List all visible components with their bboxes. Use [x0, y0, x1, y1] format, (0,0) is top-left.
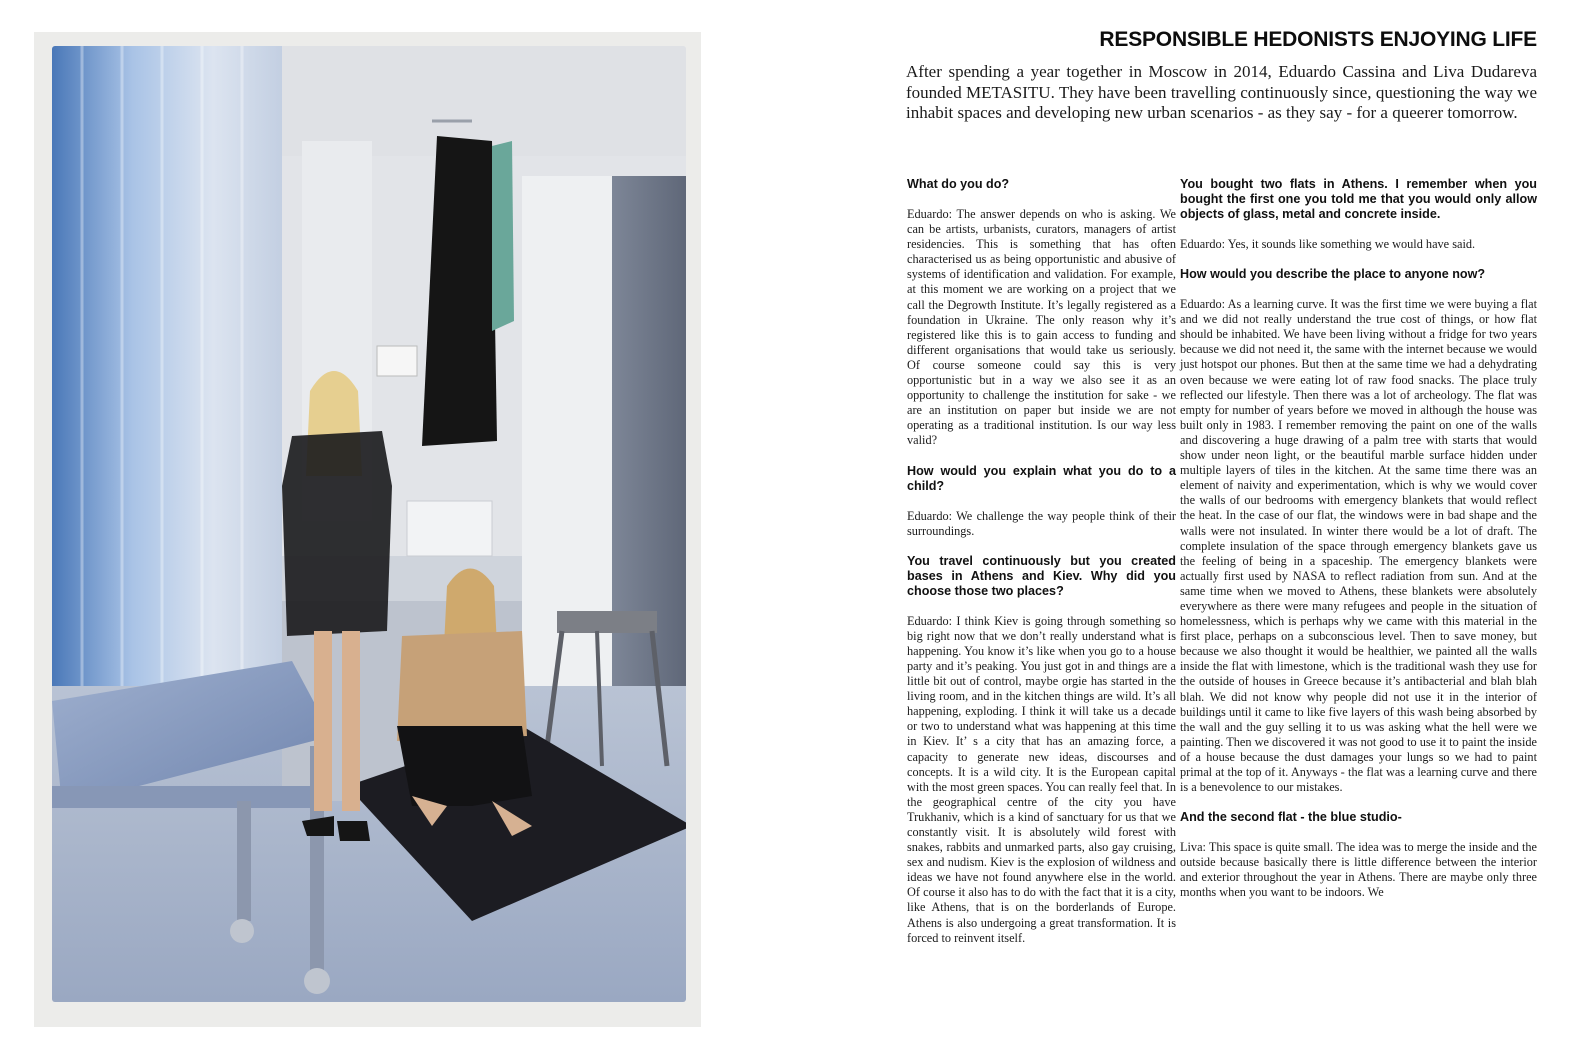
interview-answer: Liva: This space is quite small. The idea was to merge the inside and the outside because basically there is little difference between the interior and exterior throughout the year in Athens. There are maybe only three months when you want to be indoors. We	[1180, 840, 1537, 900]
interview-question: You travel continuously but you created bases in Athens and Kiev. Why did you choose those two places?	[907, 553, 1176, 598]
photo-illustration	[52, 46, 686, 1002]
interview-question: What do you do?	[907, 177, 1010, 191]
text-column-right	[1180, 177, 1537, 901]
text-column-left	[907, 177, 1176, 946]
interview-question: How would you explain what you do to a child?	[907, 463, 1176, 493]
article-headline: RESPONSIBLE HEDONISTS ENJOYING LIFE	[1099, 28, 1537, 51]
interview-answer: Eduardo: Yes, it sounds like something we would have said.	[1180, 237, 1476, 251]
interview-answer: Eduardo: As a learning curve. It was the first time we were buying a flat and we did not really understand the true cost of things, or how flat should be inhabited. We have been living without a fridge for two years because we did not need it, the same with the internet because we would just hotspot our phones. But then at the same time we had a dehydrating oven because we were eating lot of raw food snacks. The place truly reflected our lifestyle. Then there was a lot of archeology. The flat was empty for number of years before we moved in although the house was built only in 1983. I remember removing the paint on one of the walls and discovering a huge drawing of a palm tree with starts that would show under neon light, or the beautiful marble surface hidden under multiple layers of tiles in the kitchen. At the same time there was an element of naivity and experimentation, which is why we would cover the walls of our bedrooms with emergency blankets that would reflect the heat. In the case of our flat, the windows were in bad shape and the walls were not insulated. In winter there would be a lot of draft. The complete insulation of the space through emergency blankets gave us the feeling of being in a spaceship. The emergency blankets were actually first used by NASA to reflect radiation from sun. And at the same time when we moved to Athens, these blankets were absolutely everywhere as there were many refugees and people in the situation of homelessness, which is perhaps why we came with this material in the first place, perhaps on a subconscious level. Then to save money, but because we also thought it would be healthier, we painted all the walls inside the flat with limestone, which is the traditional wash they use for the outside of houses in Greece because it’s antibacterial and blah blah blah. We did not know why people did not use it in the interior of buildings until it came to like five layers of this wash being absorbed by the wall and the guy selling it to us was asking what the hell were we painting. Then we discovered it was not good to use it to paint the inside of a house because the dust damages your lungs so we had to paint primal at the top of it. Anyways - the flat was a learning curve and there is a benevolence to our mistakes.	[1180, 297, 1537, 795]
photo-frame	[34, 32, 701, 1027]
interview-answer: Eduardo: The answer depends on who is asking. We can be artists, urbanists, curators, managers of artist residencies. This is something that has often characterised us as being opportunistic and abusive of systems of identification and validation. For example, at this moment we are working on a project that we call the Degrowth Institute. It’s legally registered as a foundation in Ukraine. The only reason why it’s registered like this is to gain access to funding and different organisations that would take us seriously. Of course someone could say this is very opportunistic but in a way we also see it as an opportunity to challenge the institution for sake - we are an institution on paper but inside we are not operating as a traditional institution. Is our way less valid?	[907, 207, 1176, 448]
interview-answer: Eduardo: I think Kiev is going through something so big right now that we don’t really understand what is happening. You know it’s like when you go to a house party and it’s peaking. You just got in and things are a little bit out of control, maybe orgie has started in the living room, and in the kitchen things are wild. It’s all happening, exploding. I think it will take us a decade or two to understand what was happening at this time in Kiev. It’ s a city that has an amazing force, a capacity to generate new ideas, discourses and concepts. It is a wild city. It is the European capital with the most green spaces. You can really feel that. In the geographical centre of the city you have Trukhaniv, which is a kind of sanctuary for us that we constantly visit. It is absolutely wild forest with snakes, rabbits and unmarked parts, also gay cruising, sex and nudism. Kiev is the explosion of wildness and ideas we have not found anywhere else in the world. Of course it also has to do with the fact that it is a city, like Athens, that is on the borderlands of Europe. Athens is also undergoing a great transformation. It is forced to reinvent itself.	[907, 613, 1176, 945]
interview-question: You bought two flats in Athens. I remember when you bought the first one you told me that you would only allow objects of glass, metal and concrete inside.	[1180, 177, 1537, 221]
portrait-photo	[52, 46, 686, 1002]
article-intro: After spending a year together in Moscow in 2014, Eduardo Cassina and Liva Dudareva founded METASITU. They have been travelling continuously since, questioning the way we inhabit spaces and developing new urban scenarios - as they say - for a queerer tomorrow.	[906, 62, 1537, 122]
interview-question: And the second flat - the blue studio-	[1180, 810, 1402, 825]
interview-answer: Eduardo: We challenge the way people think of their surroundings.	[907, 508, 1176, 538]
interview-question: How would you describe the place to anyone now?	[1180, 267, 1486, 282]
